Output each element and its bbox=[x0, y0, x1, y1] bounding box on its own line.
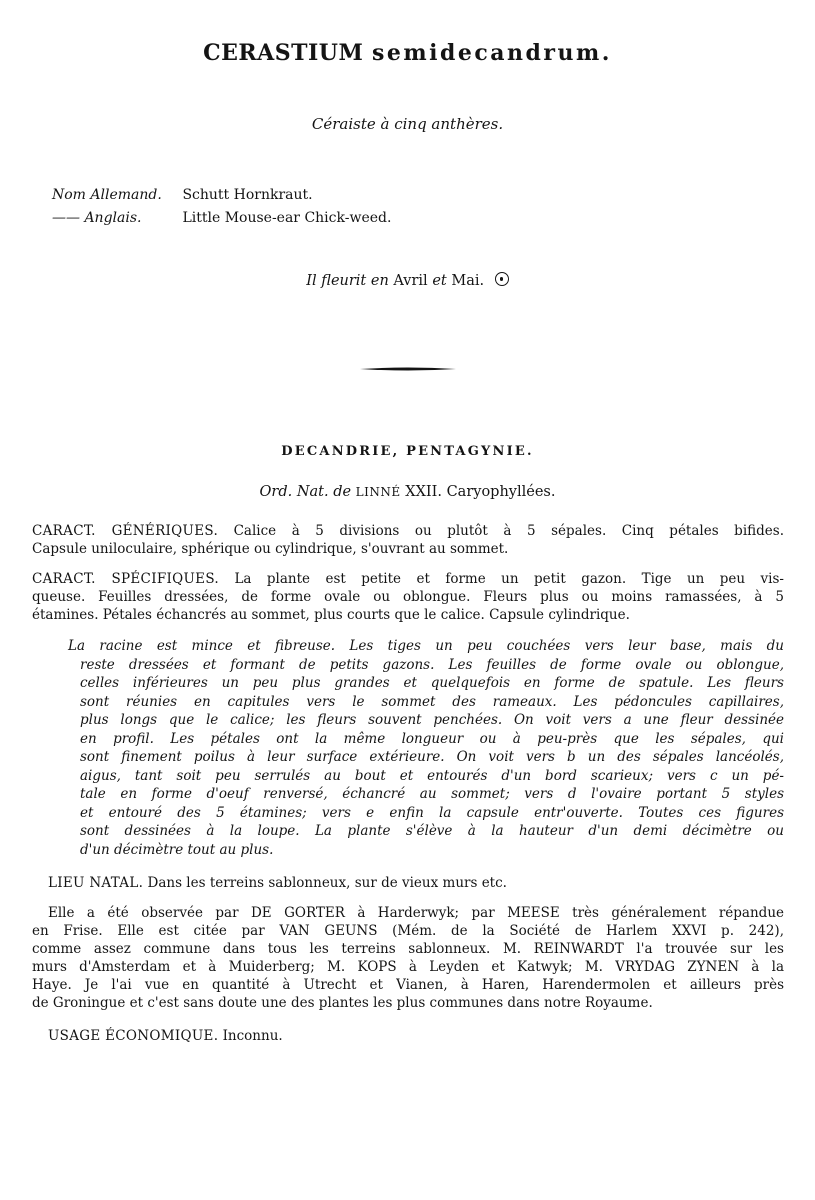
specific-characters bbox=[32, 570, 784, 624]
description-line: plus longs que le calice; les fleurs souvent penchées. On voit vers a une fleur dessinée bbox=[80, 712, 784, 728]
observation-line: de Groningue et c'est sans doute une des plantes les plus communes dans notre Royaume. bbox=[32, 995, 653, 1011]
specific-line-2: queuse. Feuilles dressées, de forme ovale ou oblongue. Fleurs plus ou moins ramassées, à 5 bbox=[32, 589, 784, 605]
description-line: sont réunies en capitules vers le sommet des rameaux. Les pédoncules capillaires, bbox=[80, 693, 784, 710]
class-heading: DECANDRIE, PENTAGYNIE. bbox=[281, 444, 534, 459]
usage-text: Inconnu. bbox=[222, 1028, 283, 1044]
description-line: et entouré des 5 étamines; vers e enfin la capsule entr'ouverte. Toutes ces figures bbox=[80, 804, 784, 821]
observation-line: en Frise. Elle est citée par VAN GEUNS (Mém. de la Société de Harlem XXVI p. 242), bbox=[32, 923, 784, 939]
observation-line: Haye. Je l'ai vue en quantité à Utrecht et Vianen, à Haren, Harendermolen et ailleurs près bbox=[32, 977, 784, 993]
order-prefix: Ord. Nat. de bbox=[259, 484, 352, 500]
description-line: sont finement poilus à leur surface extérieure. On voit vers b un des sépales lancéolés, bbox=[80, 749, 784, 765]
page-title bbox=[0, 40, 815, 66]
page-subtitle: Céraiste à cinq anthères. bbox=[311, 115, 504, 133]
observation-line: murs d'Amsterdam et à Muiderberg; M. KOPS à Leyden et Katwyk; M. VRYDAG ZYNEN à la bbox=[32, 959, 784, 975]
title-species: semidecandrum. bbox=[371, 40, 612, 66]
english-name-value: Little Mouse-ear Chick-weed. bbox=[182, 210, 392, 226]
description-line: d'un décimètre tout au plus. bbox=[80, 841, 274, 858]
description-line: tale en forme d'oeuf renversé, échancré au sommet; vers d l'ovaire portant 5 styles bbox=[80, 786, 784, 802]
observation-line: comme assez commune dans tous les terreins sablonneux. M. REINWARDT l'a trouvée sur les bbox=[32, 941, 784, 957]
specific-line-3: étamines. Pétales échancrés au sommet, plus courts que le calice. Capsule cylindrique. bbox=[32, 607, 630, 623]
habitat-label: LIEU NATAL. bbox=[48, 875, 144, 891]
generic-characters bbox=[32, 522, 784, 558]
description-line: La racine est mince et fibreuse. Les tiges un peu couchées vers leur base, mais du bbox=[68, 638, 784, 654]
order-number: XXII. bbox=[405, 484, 442, 500]
title-genus: CERASTIUM bbox=[203, 40, 364, 66]
generic-line-2: Capsule uniloculaire, sphérique ou cylindrique, s'ouvrant au sommet. bbox=[32, 541, 509, 557]
specific-label: CARACT. SPÉCIFIQUES. bbox=[32, 571, 219, 587]
description-line: sont dessinées à la loupe. La plante s'élève à la hauteur d'un demi décimètre ou bbox=[80, 823, 784, 839]
specific-line-1: La plante est petite et forme un petit gazon. Tige un peu vis- bbox=[234, 571, 784, 587]
order-family: Caryophyllées. bbox=[446, 484, 556, 500]
description-line: reste dressées et formant de petits gazons. Les feuilles de forme ovale ou oblongue, bbox=[80, 656, 784, 673]
observation-line: Elle a été observée par DE GORTER à Harderwyk; par MEESE très généralement répandue bbox=[48, 905, 784, 921]
flowering-prefix: Il fleurit bbox=[306, 273, 367, 289]
description-line: aigus, tant soit peu serrulés au bout et entourés d'un bord scarieux; vers c un pé- bbox=[80, 767, 784, 784]
habitat-paragraph bbox=[48, 874, 784, 892]
generic-label: CARACT. GÉNÉRIQUES. bbox=[32, 523, 219, 539]
german-name-label: Nom Allemand. bbox=[52, 187, 162, 203]
flowering-line bbox=[0, 272, 815, 289]
observations-paragraph bbox=[32, 904, 784, 1012]
generic-line-1: Calice à 5 divisions ou plutôt à 5 sépales. Cinq pétales bifides. bbox=[233, 523, 784, 539]
german-name-row bbox=[52, 187, 313, 203]
flowering-mid: en bbox=[370, 273, 389, 289]
flowering-month-1: Avril bbox=[393, 273, 428, 289]
flowering-month-2: Mai. bbox=[451, 273, 485, 289]
annual-sun-icon bbox=[495, 272, 509, 286]
flowering-conj: et bbox=[432, 273, 447, 289]
description-paragraph bbox=[68, 637, 784, 859]
decorative-rule bbox=[360, 366, 456, 372]
german-name-value: Schutt Hornkraut. bbox=[182, 187, 313, 203]
description-line: en profil. Les pétales ont la même longueur ou à peu-près que les sépales, qui bbox=[80, 730, 784, 747]
usage-paragraph bbox=[48, 1027, 784, 1045]
habitat-text: Dans les terreins sablonneux, sur de vieux murs etc. bbox=[147, 875, 507, 891]
natural-order-line bbox=[0, 484, 815, 500]
usage-label: USAGE ÉCONOMIQUE. bbox=[48, 1028, 219, 1044]
order-author: LINNÉ bbox=[355, 485, 401, 499]
english-name-label: —— Anglais. bbox=[52, 210, 142, 226]
description-line: celles inférieures un peu plus grandes et quelquefois en forme de spatule. Les fleurs bbox=[80, 675, 784, 691]
english-name-row bbox=[52, 210, 391, 226]
